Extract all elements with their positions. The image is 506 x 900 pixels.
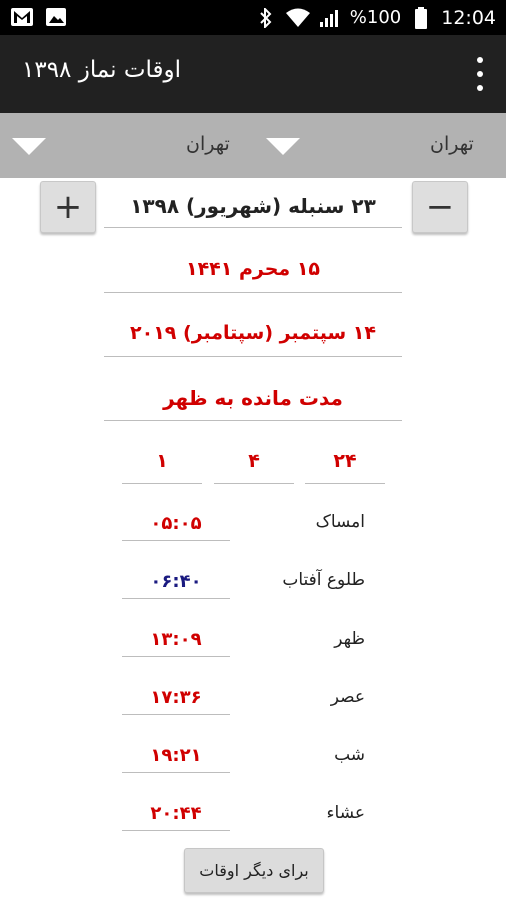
prayer-label-sunrise: طلوع آفتاب <box>282 570 365 590</box>
next-day-button[interactable] <box>40 181 96 233</box>
prayer-label-asr: عصر <box>330 687 365 707</box>
gmail-icon <box>10 6 34 28</box>
prayer-label-imsak: امساک <box>315 512 365 532</box>
other-times-button[interactable]: برای دیگر اوقات <box>184 848 324 893</box>
battery-icon <box>409 7 433 29</box>
province-spinner[interactable]: تهران <box>430 133 474 155</box>
status-bar <box>0 0 506 35</box>
prayer-label-maghrib: شب <box>334 745 365 765</box>
solar-date: ۲۳ سنبله (شهریور) ۱۳۹۸ <box>104 194 402 228</box>
prayer-label-isha: عشاء <box>326 803 365 823</box>
wifi-icon <box>286 7 310 29</box>
countdown-minutes: ۴ <box>214 450 294 484</box>
clock: 12:04 <box>441 6 496 29</box>
prayer-time-imsak: ۰۵:۰۵ <box>122 507 230 541</box>
app-title: اوقات نماز ۱۳۹۸ <box>22 57 182 83</box>
previous-day-button[interactable] <box>412 181 468 233</box>
prayer-time-sunrise: ۰۶:۴۰ <box>122 565 230 599</box>
city-spinner[interactable]: تهران <box>186 133 230 155</box>
countdown-title: مدت مانده به ظهر <box>104 386 402 421</box>
gregorian-date: ۱۴ سپتمبر (سپتامبر) ۲۰۱۹ <box>104 322 402 357</box>
prayer-time-isha: ۲۰:۴۴ <box>122 797 230 831</box>
bluetooth-icon <box>254 7 278 29</box>
city-dropdown-arrow-icon[interactable] <box>12 138 46 155</box>
plus-icon: + <box>53 187 83 227</box>
app-bar <box>0 35 506 113</box>
hijri-date: ۱۵ محرم ۱۴۴۱ <box>104 258 402 293</box>
province-dropdown-arrow-icon[interactable] <box>266 138 300 155</box>
prayer-label-dhuhr: ظهر <box>334 629 365 649</box>
minus-icon: − <box>425 187 455 227</box>
countdown-hours: ۱ <box>122 450 202 484</box>
prayer-time-maghrib: ۱۹:۲۱ <box>122 739 230 773</box>
prayer-time-dhuhr: ۱۳:۰۹ <box>122 623 230 657</box>
battery-percent: %100 <box>349 7 402 28</box>
image-icon <box>44 6 68 28</box>
location-bar <box>0 113 506 178</box>
overflow-menu-icon[interactable] <box>470 57 490 91</box>
countdown-seconds: ۲۴ <box>305 450 385 484</box>
signal-icon <box>318 7 342 29</box>
prayer-time-asr: ۱۷:۳۶ <box>122 681 230 715</box>
